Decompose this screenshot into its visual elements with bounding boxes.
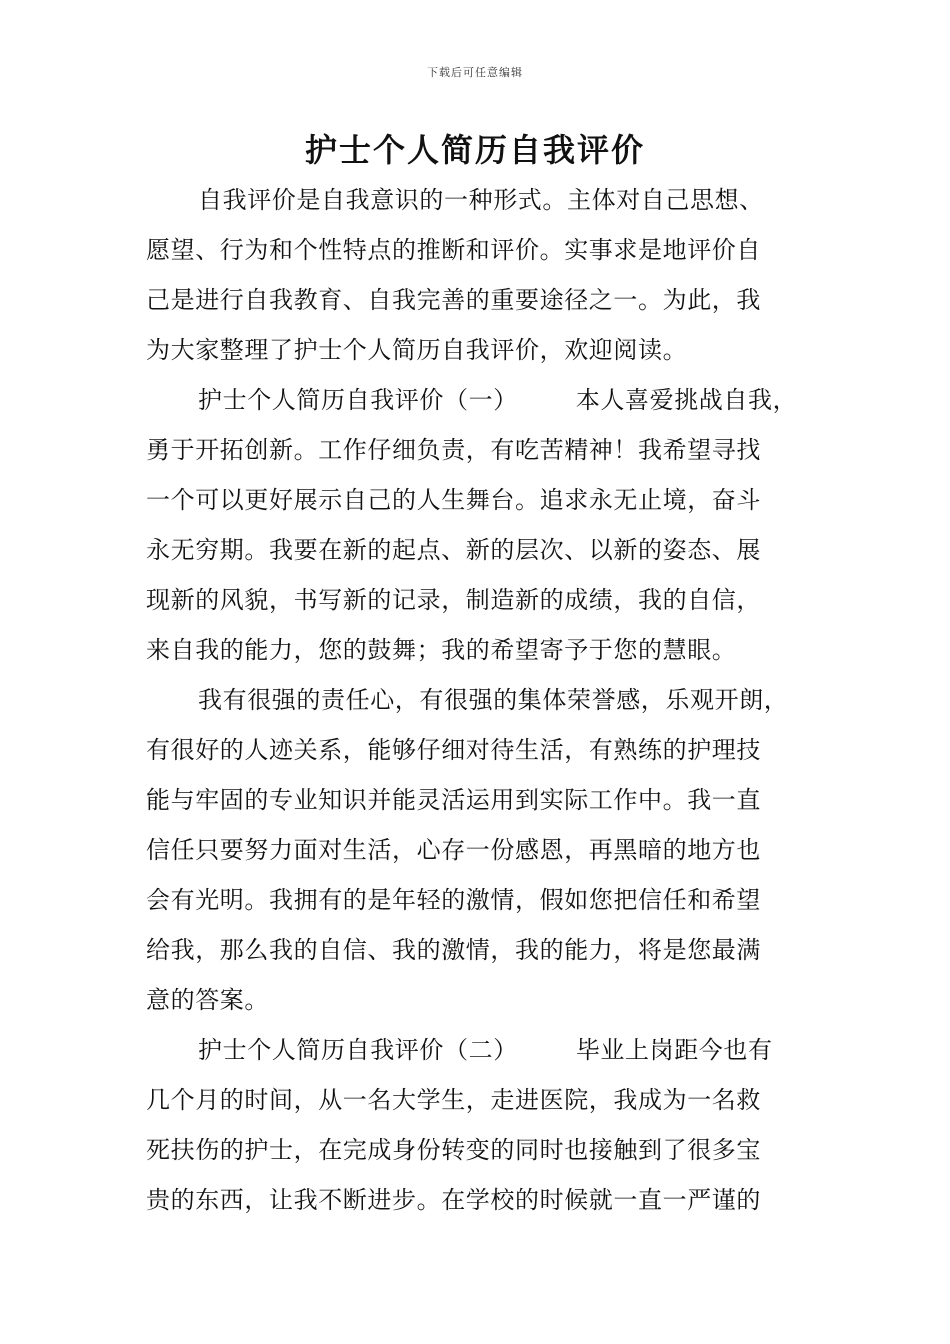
section-heading-line xyxy=(146,1025,822,1075)
paragraph-section-one xyxy=(146,375,822,675)
text-line: 死扶伤的护士，在完成身份转变的同时也接触到了很多宝 xyxy=(146,1136,761,1164)
text-line: 为大家整理了护士个人简历自我评价，欢迎阅读。 xyxy=(146,336,688,364)
text-line: 能与牢固的专业知识并能灵活运用到实际工作中。我一直 xyxy=(146,786,761,814)
section-first-text: 毕业上岗距今也有 xyxy=(575,1036,773,1064)
paragraph-responsibility xyxy=(146,675,822,1025)
section-heading: 护士个人简历自我评价（一） xyxy=(198,386,518,414)
text-line: 现新的风貌，书写新的记录，制造新的成绩，我的自信， xyxy=(146,586,761,614)
paragraph-intro xyxy=(146,175,822,375)
text-line: 信任只要努力面对生活，心存一份感恩，再黑暗的地方也 xyxy=(146,836,761,864)
text-line: 意的答案。 xyxy=(146,986,269,1014)
paragraph-section-two xyxy=(146,1025,822,1225)
text-line: 贵的东西，让我不断进步。在学校的时候就一直一严谨的 xyxy=(146,1186,761,1214)
text-line: 一个可以更好展示自己的人生舞台。追求永无止境，奋斗 xyxy=(146,486,761,514)
text-line: 几个月的时间，从一名大学生，走进医院，我成为一名救 xyxy=(146,1086,761,1114)
text-line: 有很好的人迹关系，能够仔细对待生活，有熟练的护理技 xyxy=(146,736,761,764)
text-line: 永无穷期。我要在新的起点、新的层次、以新的姿态、展 xyxy=(146,536,761,564)
section-heading-line xyxy=(146,375,822,425)
text-line: 我有很强的责任心，有很强的集体荣誉感，乐观开朗， xyxy=(198,686,789,714)
header-note: 下载后可任意编辑 xyxy=(427,66,523,79)
section-heading: 护士个人简历自我评价（二） xyxy=(198,1036,518,1064)
text-line: 勇于开拓创新。工作仔细负责，有吃苦精神！我希望寻找 xyxy=(146,436,761,464)
text-line: 愿望、行为和个性特点的推断和评价。实事求是地评价自 xyxy=(146,236,761,264)
text-line: 自我评价是自我意识的一种形式。主体对自己思想、 xyxy=(198,186,764,214)
text-line: 己是进行自我教育、自我完善的重要途径之一。为此，我 xyxy=(146,286,761,314)
section-first-text: 本人喜爱挑战自我， xyxy=(575,386,798,414)
page-title: 护士个人简历自我评价 xyxy=(304,131,645,169)
document-body xyxy=(146,175,822,1225)
text-line: 给我，那么我的自信、我的激情，我的能力，将是您最满 xyxy=(146,936,761,964)
text-line: 会有光明。我拥有的是年轻的激情，假如您把信任和希望 xyxy=(146,886,761,914)
text-line: 来自我的能力，您的鼓舞；我的希望寄予于您的慧眼。 xyxy=(146,636,737,664)
